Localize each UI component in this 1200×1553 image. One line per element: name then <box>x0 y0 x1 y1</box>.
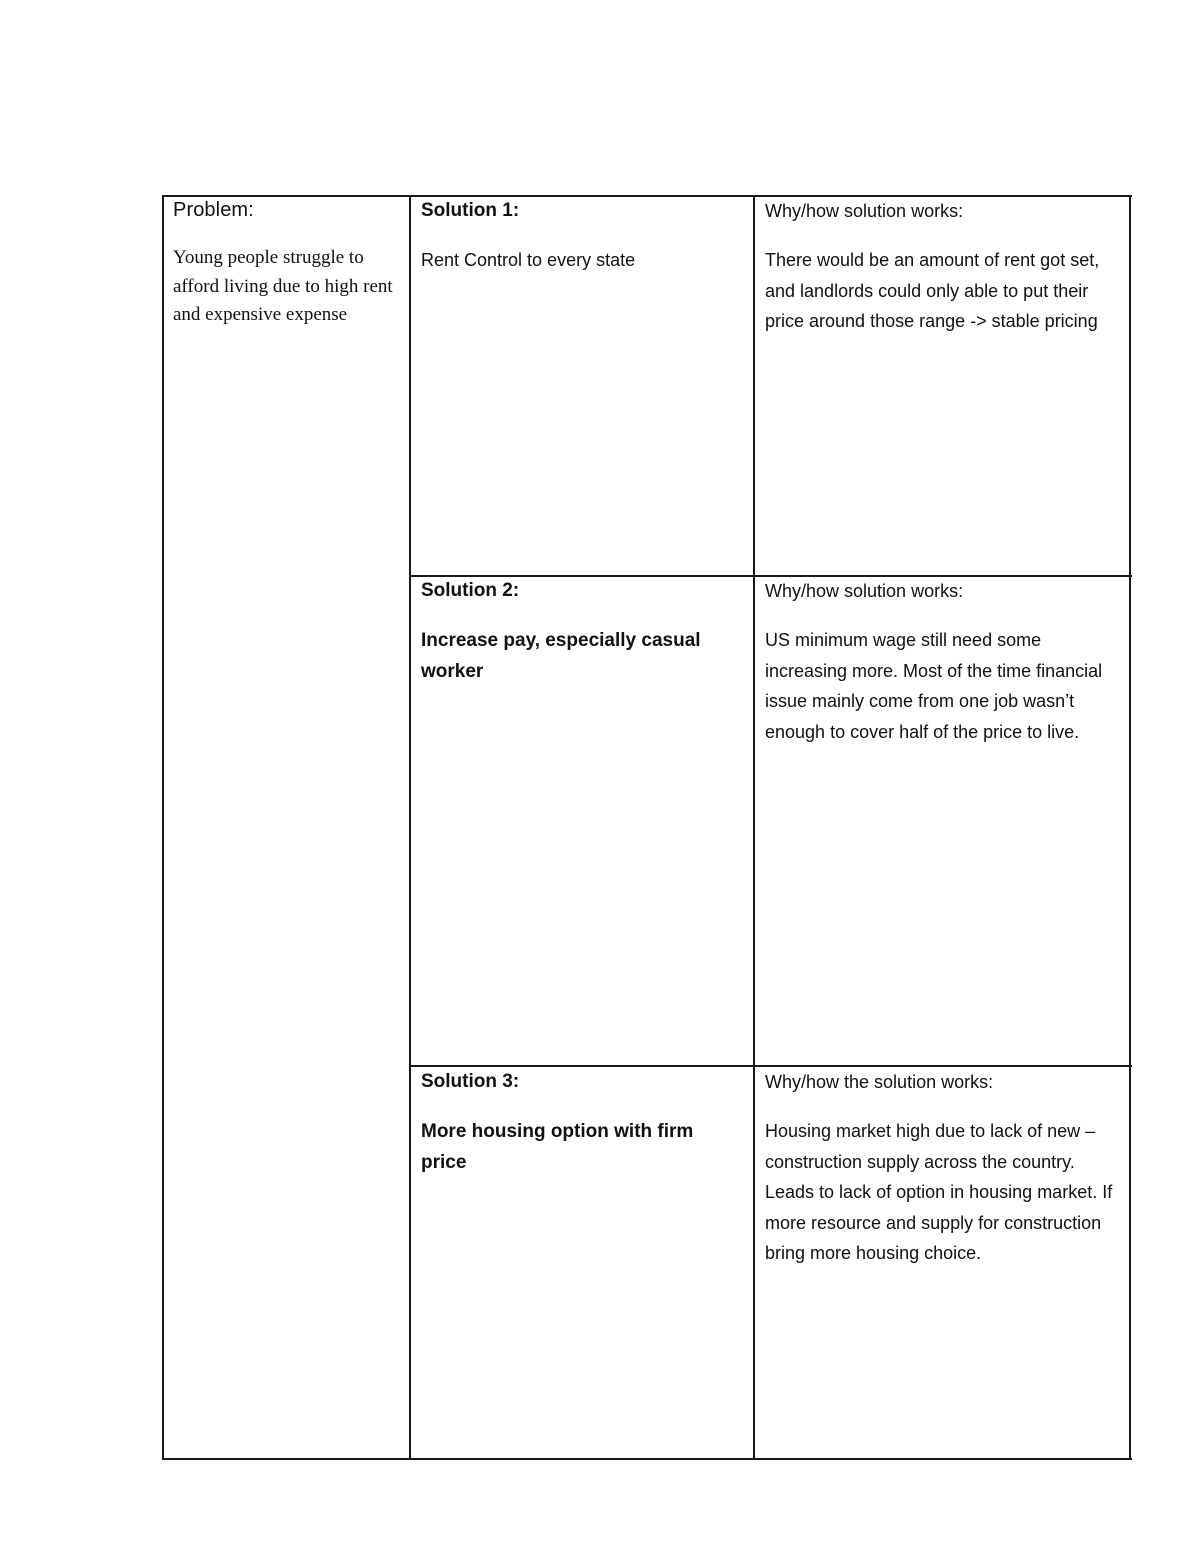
solution-3-why-heading: Why/how the solution works: <box>765 1072 994 1092</box>
solution-2-why-heading: Why/how solution works: <box>765 581 964 601</box>
solution-1-why-text: There would be an amount of rent got set, and landlords could only able to put their price around those range -> stable pricing <box>765 250 1100 331</box>
table-border-bottom <box>162 1458 1132 1460</box>
solution-1-text: Rent Control to every state <box>421 250 636 270</box>
table-border-right <box>1129 195 1131 1460</box>
table-border-left <box>162 195 164 1460</box>
solution-2-text: Increase pay, especially casual worker <box>421 630 701 682</box>
table-row-divider-2 <box>410 1065 1132 1067</box>
table-border-top <box>162 195 1132 197</box>
solution-3-text: More housing option with firm price <box>421 1121 694 1173</box>
solution-3-why-cell <box>765 1070 1123 1269</box>
solution-1-cell <box>421 199 746 276</box>
solution-3-cell <box>421 1070 746 1178</box>
solution-2-heading: Solution 2: <box>421 580 520 601</box>
problem-text: Young people struggle to afford living due to high rent and expensive expense <box>173 247 393 325</box>
solution-2-why-text: US minimum wage still need some increasing more. Most of the time financial issue mainly come from one job wasn’t enough to cover half of the price to live. <box>765 630 1103 742</box>
solution-1-why-heading: Why/how solution works: <box>765 201 964 221</box>
problem-heading: Problem: <box>173 199 254 221</box>
solution-1-heading: Solution 1: <box>421 200 520 221</box>
solution-1-why-cell <box>765 199 1123 337</box>
table-column-divider-1 <box>409 195 411 1460</box>
problem-cell <box>173 198 401 330</box>
solution-2-why-cell <box>765 579 1117 747</box>
table-column-divider-2 <box>753 195 755 1460</box>
solution-3-heading: Solution 3: <box>421 1071 520 1092</box>
solution-3-why-text: Housing market high due to lack of new – construction supply across the country. Leads to lack of option in housing market. If more resource and supply for construction bring more housing choice. <box>765 1121 1113 1263</box>
table-row-divider-1 <box>410 575 1132 577</box>
solution-2-cell <box>421 579 746 687</box>
